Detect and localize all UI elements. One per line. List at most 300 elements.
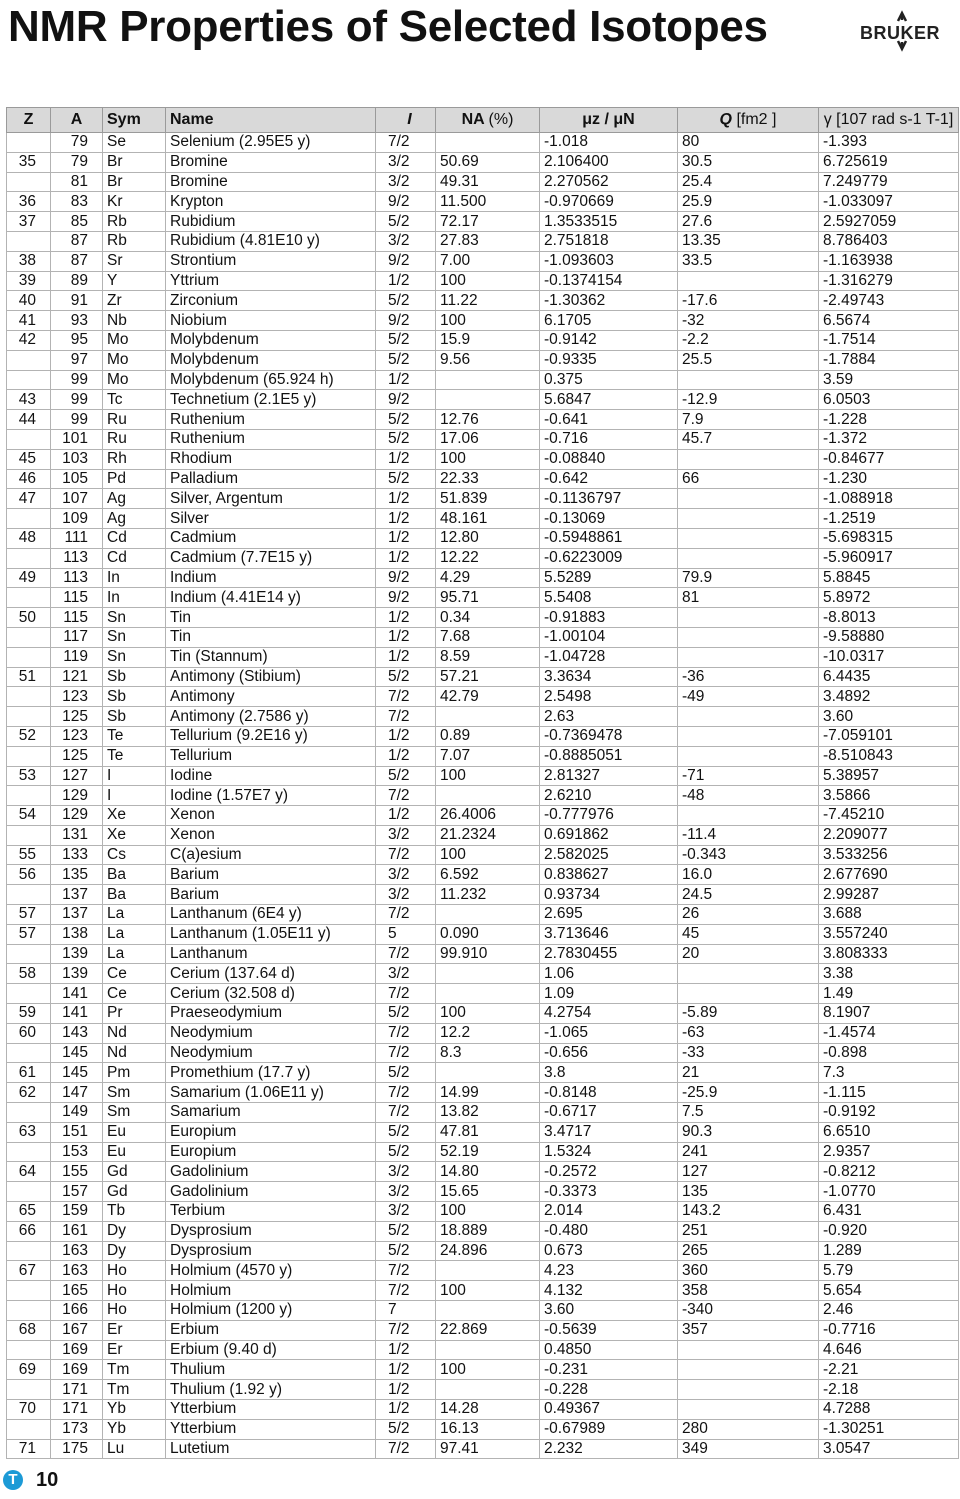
cell-gamma: 7.249779	[819, 172, 959, 192]
cell-sym: Nb	[103, 311, 166, 331]
cell-z	[7, 647, 51, 667]
cell-sym: Kr	[103, 192, 166, 212]
cell-name: Terbium	[166, 1202, 376, 1222]
cell-na: 9.56	[436, 350, 540, 370]
table-row	[7, 806, 959, 826]
cell-q: -48	[678, 786, 819, 806]
cell-a: 139	[51, 964, 103, 984]
cell-sym: Ru	[103, 410, 166, 430]
cell-z: 39	[7, 271, 51, 291]
cell-sym: Te	[103, 746, 166, 766]
cell-spin: 3/2	[376, 231, 436, 251]
cell-sym: Nd	[103, 1023, 166, 1043]
cell-name: Erbium	[166, 1320, 376, 1340]
cell-sym: I	[103, 766, 166, 786]
cell-name: Tellurium	[166, 746, 376, 766]
cell-z	[7, 1142, 51, 1162]
cell-a: 101	[51, 429, 103, 449]
cell-a: 166	[51, 1301, 103, 1321]
cell-sym: Tb	[103, 1202, 166, 1222]
table-row	[7, 627, 959, 647]
cell-spin: 1/2	[376, 1380, 436, 1400]
cell-z: 69	[7, 1360, 51, 1380]
cell-sym: Sn	[103, 627, 166, 647]
cell-a: 173	[51, 1419, 103, 1439]
cell-z: 40	[7, 291, 51, 311]
table-row	[7, 1380, 959, 1400]
table-row	[7, 568, 959, 588]
cell-a: 165	[51, 1281, 103, 1301]
cell-q	[678, 726, 819, 746]
cell-na	[436, 1301, 540, 1321]
cell-spin: 3/2	[376, 964, 436, 984]
cell-mu: -0.656	[540, 1043, 678, 1063]
cell-name: Ytterbium	[166, 1400, 376, 1420]
cell-spin: 7/2	[376, 786, 436, 806]
table-row	[7, 746, 959, 766]
cell-na: 12.22	[436, 548, 540, 568]
table-row	[7, 1439, 959, 1459]
cell-gamma: -5.960917	[819, 548, 959, 568]
cell-sym: Er	[103, 1340, 166, 1360]
cell-z	[7, 885, 51, 905]
cell-q: 21	[678, 1063, 819, 1083]
cell-z: 45	[7, 449, 51, 469]
table-row	[7, 1221, 959, 1241]
cell-q: -49	[678, 687, 819, 707]
cell-sym: Mo	[103, 330, 166, 350]
cell-name: Indium (4.41E14 y)	[166, 588, 376, 608]
cell-na: 11.232	[436, 885, 540, 905]
cell-name: Bromine	[166, 172, 376, 192]
cell-spin: 1/2	[376, 647, 436, 667]
cell-name: Cerium (32.508 d)	[166, 984, 376, 1004]
cell-a: 151	[51, 1122, 103, 1142]
cell-sym: Sb	[103, 687, 166, 707]
cell-gamma: 6.5674	[819, 311, 959, 331]
header-a: A	[51, 108, 103, 133]
cell-sym: Cs	[103, 845, 166, 865]
cell-name: Tin (Stannum)	[166, 647, 376, 667]
cell-name: Antimony (2.7586 y)	[166, 707, 376, 727]
table-row	[7, 1004, 959, 1024]
cell-na: 57.21	[436, 667, 540, 687]
cell-sym: Rb	[103, 231, 166, 251]
cell-sym: Sb	[103, 667, 166, 687]
cell-z	[7, 1182, 51, 1202]
table-row	[7, 390, 959, 410]
cell-na: 49.31	[436, 172, 540, 192]
cell-z	[7, 548, 51, 568]
cell-mu: -1.065	[540, 1023, 678, 1043]
cell-sym: Xe	[103, 825, 166, 845]
cell-gamma: -1.2519	[819, 509, 959, 529]
cell-spin: 5/2	[376, 429, 436, 449]
cell-z: 44	[7, 410, 51, 430]
cell-q: -63	[678, 1023, 819, 1043]
table-row	[7, 1281, 959, 1301]
cell-gamma: -2.21	[819, 1360, 959, 1380]
cell-name: Cadmium	[166, 528, 376, 548]
cell-spin: 1/2	[376, 746, 436, 766]
cell-z: 48	[7, 528, 51, 548]
cell-na: 0.090	[436, 924, 540, 944]
cell-na: 100	[436, 1004, 540, 1024]
cell-q: 27.6	[678, 212, 819, 232]
cell-na	[436, 707, 540, 727]
table-row	[7, 1142, 959, 1162]
table-row	[7, 1360, 959, 1380]
cell-gamma: -1.372	[819, 429, 959, 449]
table-row	[7, 1083, 959, 1103]
cell-gamma: 6.4435	[819, 667, 959, 687]
cell-a: 123	[51, 687, 103, 707]
cell-a: 145	[51, 1043, 103, 1063]
cell-spin: 5/2	[376, 1419, 436, 1439]
cell-q: -0.343	[678, 845, 819, 865]
header-sym: Sym	[103, 108, 166, 133]
cell-z: 63	[7, 1122, 51, 1142]
cell-na: 95.71	[436, 588, 540, 608]
cell-mu: -0.9142	[540, 330, 678, 350]
cell-spin: 7/2	[376, 1043, 436, 1063]
cell-a: 127	[51, 766, 103, 786]
cell-na	[436, 390, 540, 410]
cell-name: Gadolinium	[166, 1162, 376, 1182]
cell-na: 52.19	[436, 1142, 540, 1162]
cell-sym: Xe	[103, 806, 166, 826]
cell-name: Cadmium (7.7E15 y)	[166, 548, 376, 568]
cell-mu: -1.00104	[540, 627, 678, 647]
cell-z: 57	[7, 924, 51, 944]
cell-z: 65	[7, 1202, 51, 1222]
cell-sym: Sm	[103, 1083, 166, 1103]
cell-q	[678, 746, 819, 766]
table-row	[7, 330, 959, 350]
cell-mu: 2.582025	[540, 845, 678, 865]
cell-na: 4.29	[436, 568, 540, 588]
cell-mu: 3.3634	[540, 667, 678, 687]
cell-sym: Dy	[103, 1221, 166, 1241]
header-na: NA (%)	[436, 108, 540, 133]
cell-gamma: 3.4892	[819, 687, 959, 707]
cell-gamma: -0.7716	[819, 1320, 959, 1340]
cell-name: Technetium (2.1E5 y)	[166, 390, 376, 410]
table-row	[7, 964, 959, 984]
cell-sym: Pm	[103, 1063, 166, 1083]
cell-a: 141	[51, 1004, 103, 1024]
cell-q: -17.6	[678, 291, 819, 311]
bruker-logo	[858, 10, 956, 52]
cell-na: 7.68	[436, 627, 540, 647]
cell-name: Europium	[166, 1122, 376, 1142]
cell-name: Samarium	[166, 1103, 376, 1123]
table-row	[7, 1182, 959, 1202]
cell-sym: Pd	[103, 469, 166, 489]
cell-q	[678, 1400, 819, 1420]
cell-name: Rubidium	[166, 212, 376, 232]
table-row	[7, 212, 959, 232]
table-row	[7, 133, 959, 153]
cell-z	[7, 350, 51, 370]
cell-q	[678, 608, 819, 628]
table-row	[7, 1261, 959, 1281]
cell-name: Rhodium	[166, 449, 376, 469]
cell-q: 265	[678, 1241, 819, 1261]
cell-spin: 7/2	[376, 707, 436, 727]
cell-spin: 5/2	[376, 410, 436, 430]
cell-mu: 1.06	[540, 964, 678, 984]
table-row	[7, 1419, 959, 1439]
cell-z: 56	[7, 865, 51, 885]
cell-gamma: -1.0770	[819, 1182, 959, 1202]
cell-spin: 5/2	[376, 667, 436, 687]
cell-mu: 5.5289	[540, 568, 678, 588]
cell-na	[436, 1261, 540, 1281]
cell-sym: Yb	[103, 1419, 166, 1439]
cell-gamma: -5.698315	[819, 528, 959, 548]
cell-gamma: -2.18	[819, 1380, 959, 1400]
cell-mu: -0.67989	[540, 1419, 678, 1439]
cell-na: 11.500	[436, 192, 540, 212]
cell-a: 105	[51, 469, 103, 489]
table-row	[7, 588, 959, 608]
cell-z	[7, 707, 51, 727]
cell-sym: Y	[103, 271, 166, 291]
cell-name: Ruthenium	[166, 429, 376, 449]
cell-gamma: 8.786403	[819, 231, 959, 251]
cell-spin: 3/2	[376, 825, 436, 845]
cell-z: 37	[7, 212, 51, 232]
cell-a: 89	[51, 271, 103, 291]
cell-spin: 9/2	[376, 568, 436, 588]
page-title: NMR Properties of Selected Isotopes	[8, 2, 768, 51]
cell-z: 71	[7, 1439, 51, 1459]
cell-z: 51	[7, 667, 51, 687]
cell-a: 113	[51, 568, 103, 588]
cell-sym: Br	[103, 152, 166, 172]
cell-mu: -0.5639	[540, 1320, 678, 1340]
cell-a: 79	[51, 152, 103, 172]
cell-a: 95	[51, 330, 103, 350]
cell-spin: 3/2	[376, 1162, 436, 1182]
cell-name: Palladium	[166, 469, 376, 489]
table-row	[7, 1043, 959, 1063]
cell-gamma: -0.9192	[819, 1103, 959, 1123]
cell-gamma: 6.431	[819, 1202, 959, 1222]
cell-mu: 0.4850	[540, 1340, 678, 1360]
cell-mu: -0.9335	[540, 350, 678, 370]
table-row	[7, 1122, 959, 1142]
cell-q: 135	[678, 1182, 819, 1202]
table-row	[7, 489, 959, 509]
cell-sym: La	[103, 905, 166, 925]
cell-q: -11.4	[678, 825, 819, 845]
cell-sym: Ho	[103, 1261, 166, 1281]
cell-spin: 5/2	[376, 469, 436, 489]
cell-gamma: 3.533256	[819, 845, 959, 865]
cell-a: 91	[51, 291, 103, 311]
cell-mu: 1.09	[540, 984, 678, 1004]
cell-na: 14.99	[436, 1083, 540, 1103]
cell-q: 7.5	[678, 1103, 819, 1123]
cell-sym: Pr	[103, 1004, 166, 1024]
table-row	[7, 687, 959, 707]
cell-z	[7, 588, 51, 608]
cell-na: 7.07	[436, 746, 540, 766]
cell-gamma: -8.8013	[819, 608, 959, 628]
cell-a: 169	[51, 1360, 103, 1380]
table-row	[7, 152, 959, 172]
cell-name: Cerium (137.64 d)	[166, 964, 376, 984]
cell-mu: -0.8885051	[540, 746, 678, 766]
cell-a: 123	[51, 726, 103, 746]
cell-mu: 2.63	[540, 707, 678, 727]
cell-z: 41	[7, 311, 51, 331]
cell-spin: 7/2	[376, 1439, 436, 1459]
cell-gamma: 8.1907	[819, 1004, 959, 1024]
cell-gamma: -1.163938	[819, 251, 959, 271]
cell-name: Neodymium	[166, 1043, 376, 1063]
cell-name: Bromine	[166, 152, 376, 172]
cell-sym: Gd	[103, 1162, 166, 1182]
cell-sym: Gd	[103, 1182, 166, 1202]
cell-name: Antimony (Stibium)	[166, 667, 376, 687]
cell-q: 45	[678, 924, 819, 944]
cell-na: 100	[436, 845, 540, 865]
cell-sym: Se	[103, 133, 166, 153]
cell-spin: 7	[376, 1301, 436, 1321]
table-header-row	[7, 108, 959, 133]
table-row	[7, 350, 959, 370]
cell-na: 100	[436, 1360, 540, 1380]
cell-sym: Ce	[103, 964, 166, 984]
cell-sym: Ag	[103, 489, 166, 509]
table-row	[7, 1202, 959, 1222]
cell-q: 7.9	[678, 410, 819, 430]
cell-gamma: 3.5866	[819, 786, 959, 806]
cell-gamma: 5.8845	[819, 568, 959, 588]
cell-name: Barium	[166, 865, 376, 885]
cell-q: 30.5	[678, 152, 819, 172]
cell-na: 8.3	[436, 1043, 540, 1063]
logo-wordmark: BRUKER	[860, 23, 941, 43]
cell-name: Antimony	[166, 687, 376, 707]
table-row	[7, 1103, 959, 1123]
cell-name: Lanthanum (1.05E11 y)	[166, 924, 376, 944]
cell-mu: -0.13069	[540, 509, 678, 529]
cell-q: -32	[678, 311, 819, 331]
cell-z: 38	[7, 251, 51, 271]
cell-gamma: 5.654	[819, 1281, 959, 1301]
table-row	[7, 548, 959, 568]
cell-q: 26	[678, 905, 819, 925]
table-row	[7, 291, 959, 311]
table-row	[7, 707, 959, 727]
cell-na	[436, 1340, 540, 1360]
cell-gamma: -1.088918	[819, 489, 959, 509]
cell-name: C(a)esium	[166, 845, 376, 865]
cell-a: 87	[51, 251, 103, 271]
cell-q: 45.7	[678, 429, 819, 449]
cell-spin: 5/2	[376, 330, 436, 350]
cell-name: Xenon	[166, 806, 376, 826]
cell-na: 100	[436, 1202, 540, 1222]
cell-mu: -0.5948861	[540, 528, 678, 548]
cell-z: 53	[7, 766, 51, 786]
cell-spin: 1/2	[376, 627, 436, 647]
cell-mu: 2.232	[540, 1439, 678, 1459]
cell-gamma: -0.920	[819, 1221, 959, 1241]
cell-a: 143	[51, 1023, 103, 1043]
cell-a: 141	[51, 984, 103, 1004]
cell-mu: 0.673	[540, 1241, 678, 1261]
table-row	[7, 825, 959, 845]
table-row	[7, 608, 959, 628]
cell-spin: 1/2	[376, 806, 436, 826]
cell-q: 25.9	[678, 192, 819, 212]
cell-sym: Te	[103, 726, 166, 746]
cell-a: 83	[51, 192, 103, 212]
cell-name: Niobium	[166, 311, 376, 331]
cell-q	[678, 806, 819, 826]
cell-mu: -0.3373	[540, 1182, 678, 1202]
cell-gamma: -1.316279	[819, 271, 959, 291]
cell-spin: 1/2	[376, 509, 436, 529]
table-row	[7, 449, 959, 469]
table-row	[7, 845, 959, 865]
cell-mu: -1.30362	[540, 291, 678, 311]
table-row	[7, 231, 959, 251]
cell-z: 64	[7, 1162, 51, 1182]
cell-z: 49	[7, 568, 51, 588]
cell-q	[678, 964, 819, 984]
cell-gamma: 2.5927059	[819, 212, 959, 232]
cell-mu: -1.04728	[540, 647, 678, 667]
cell-name: Lanthanum	[166, 944, 376, 964]
cell-q	[678, 984, 819, 1004]
cell-spin: 3/2	[376, 1202, 436, 1222]
cell-sym: Sm	[103, 1103, 166, 1123]
cell-a: 169	[51, 1340, 103, 1360]
cell-a: 99	[51, 390, 103, 410]
cell-sym: Cd	[103, 528, 166, 548]
cell-na: 100	[436, 271, 540, 291]
cell-q: -25.9	[678, 1083, 819, 1103]
cell-mu: 3.713646	[540, 924, 678, 944]
cell-gamma: -1.393	[819, 133, 959, 153]
cell-gamma: 3.808333	[819, 944, 959, 964]
cell-gamma: 1.49	[819, 984, 959, 1004]
cell-a: 103	[51, 449, 103, 469]
cell-q: 357	[678, 1320, 819, 1340]
cell-name: Holmium (1200 y)	[166, 1301, 376, 1321]
header-spin: I	[376, 108, 436, 133]
cell-na: 12.76	[436, 410, 540, 430]
cell-z	[7, 944, 51, 964]
page-number: 10	[36, 1469, 59, 1491]
cell-q: 143.2	[678, 1202, 819, 1222]
cell-a: 119	[51, 647, 103, 667]
cell-na: 14.80	[436, 1162, 540, 1182]
cell-name: Gadolinium	[166, 1182, 376, 1202]
cell-spin: 1/2	[376, 528, 436, 548]
cell-a: 145	[51, 1063, 103, 1083]
cell-name: Thulium	[166, 1360, 376, 1380]
table-row	[7, 311, 959, 331]
cell-a: 153	[51, 1142, 103, 1162]
table-row	[7, 469, 959, 489]
